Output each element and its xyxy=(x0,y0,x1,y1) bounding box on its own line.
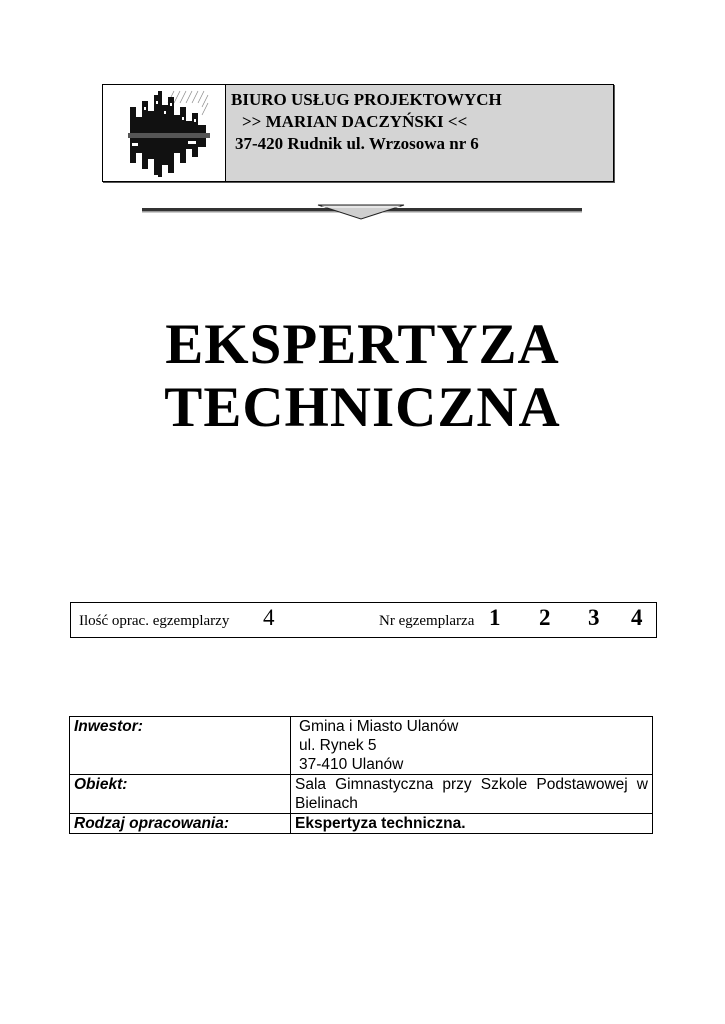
city-skyline-logo-icon xyxy=(128,87,210,179)
project-info-table xyxy=(69,716,653,834)
document-title-line-2: TECHNICZNA xyxy=(164,376,561,439)
company-address: 37-420 Rudnik ul. Wrzosowa nr 6 xyxy=(235,134,479,153)
company-logo xyxy=(103,85,226,181)
copies-count-value: 4 xyxy=(263,605,275,630)
copy-number-1: 1 xyxy=(489,605,501,630)
object-value: Sala Gimnastyczna przy Szkole Podstawowej w Bielinach xyxy=(291,775,653,814)
investor-value xyxy=(291,717,653,775)
investor-label: Inwestor: xyxy=(70,717,291,775)
table-row xyxy=(70,775,653,814)
copies-count-label: Ilość oprac. egzemplarzy xyxy=(79,613,230,629)
company-header xyxy=(102,84,614,182)
table-row xyxy=(70,814,653,834)
investor-street: ul. Rynek 5 xyxy=(299,737,377,754)
copy-number-label: Nr egzemplarza xyxy=(379,613,475,629)
company-name: BIURO USŁUG PROJEKTOWYCH xyxy=(231,90,502,109)
investor-name: Gmina i Miasto Ulanów xyxy=(299,718,459,735)
company-owner: >> MARIAN DACZYŃSKI << xyxy=(242,112,468,131)
table-row xyxy=(70,717,653,775)
document-type-value: Ekspertyza techniczna. xyxy=(291,814,653,834)
copies-box xyxy=(70,602,657,638)
copy-number-4: 4 xyxy=(631,605,643,630)
document-type-label: Rodzaj opracowania: xyxy=(70,814,291,834)
document-title-line-1: EKSPERTYZA xyxy=(165,313,560,376)
copy-number-3: 3 xyxy=(588,605,600,630)
object-label: Obiekt: xyxy=(70,775,291,814)
copy-number-2: 2 xyxy=(539,605,551,630)
header-divider xyxy=(142,204,582,220)
investor-city: 37-410 Ulanów xyxy=(299,756,404,773)
